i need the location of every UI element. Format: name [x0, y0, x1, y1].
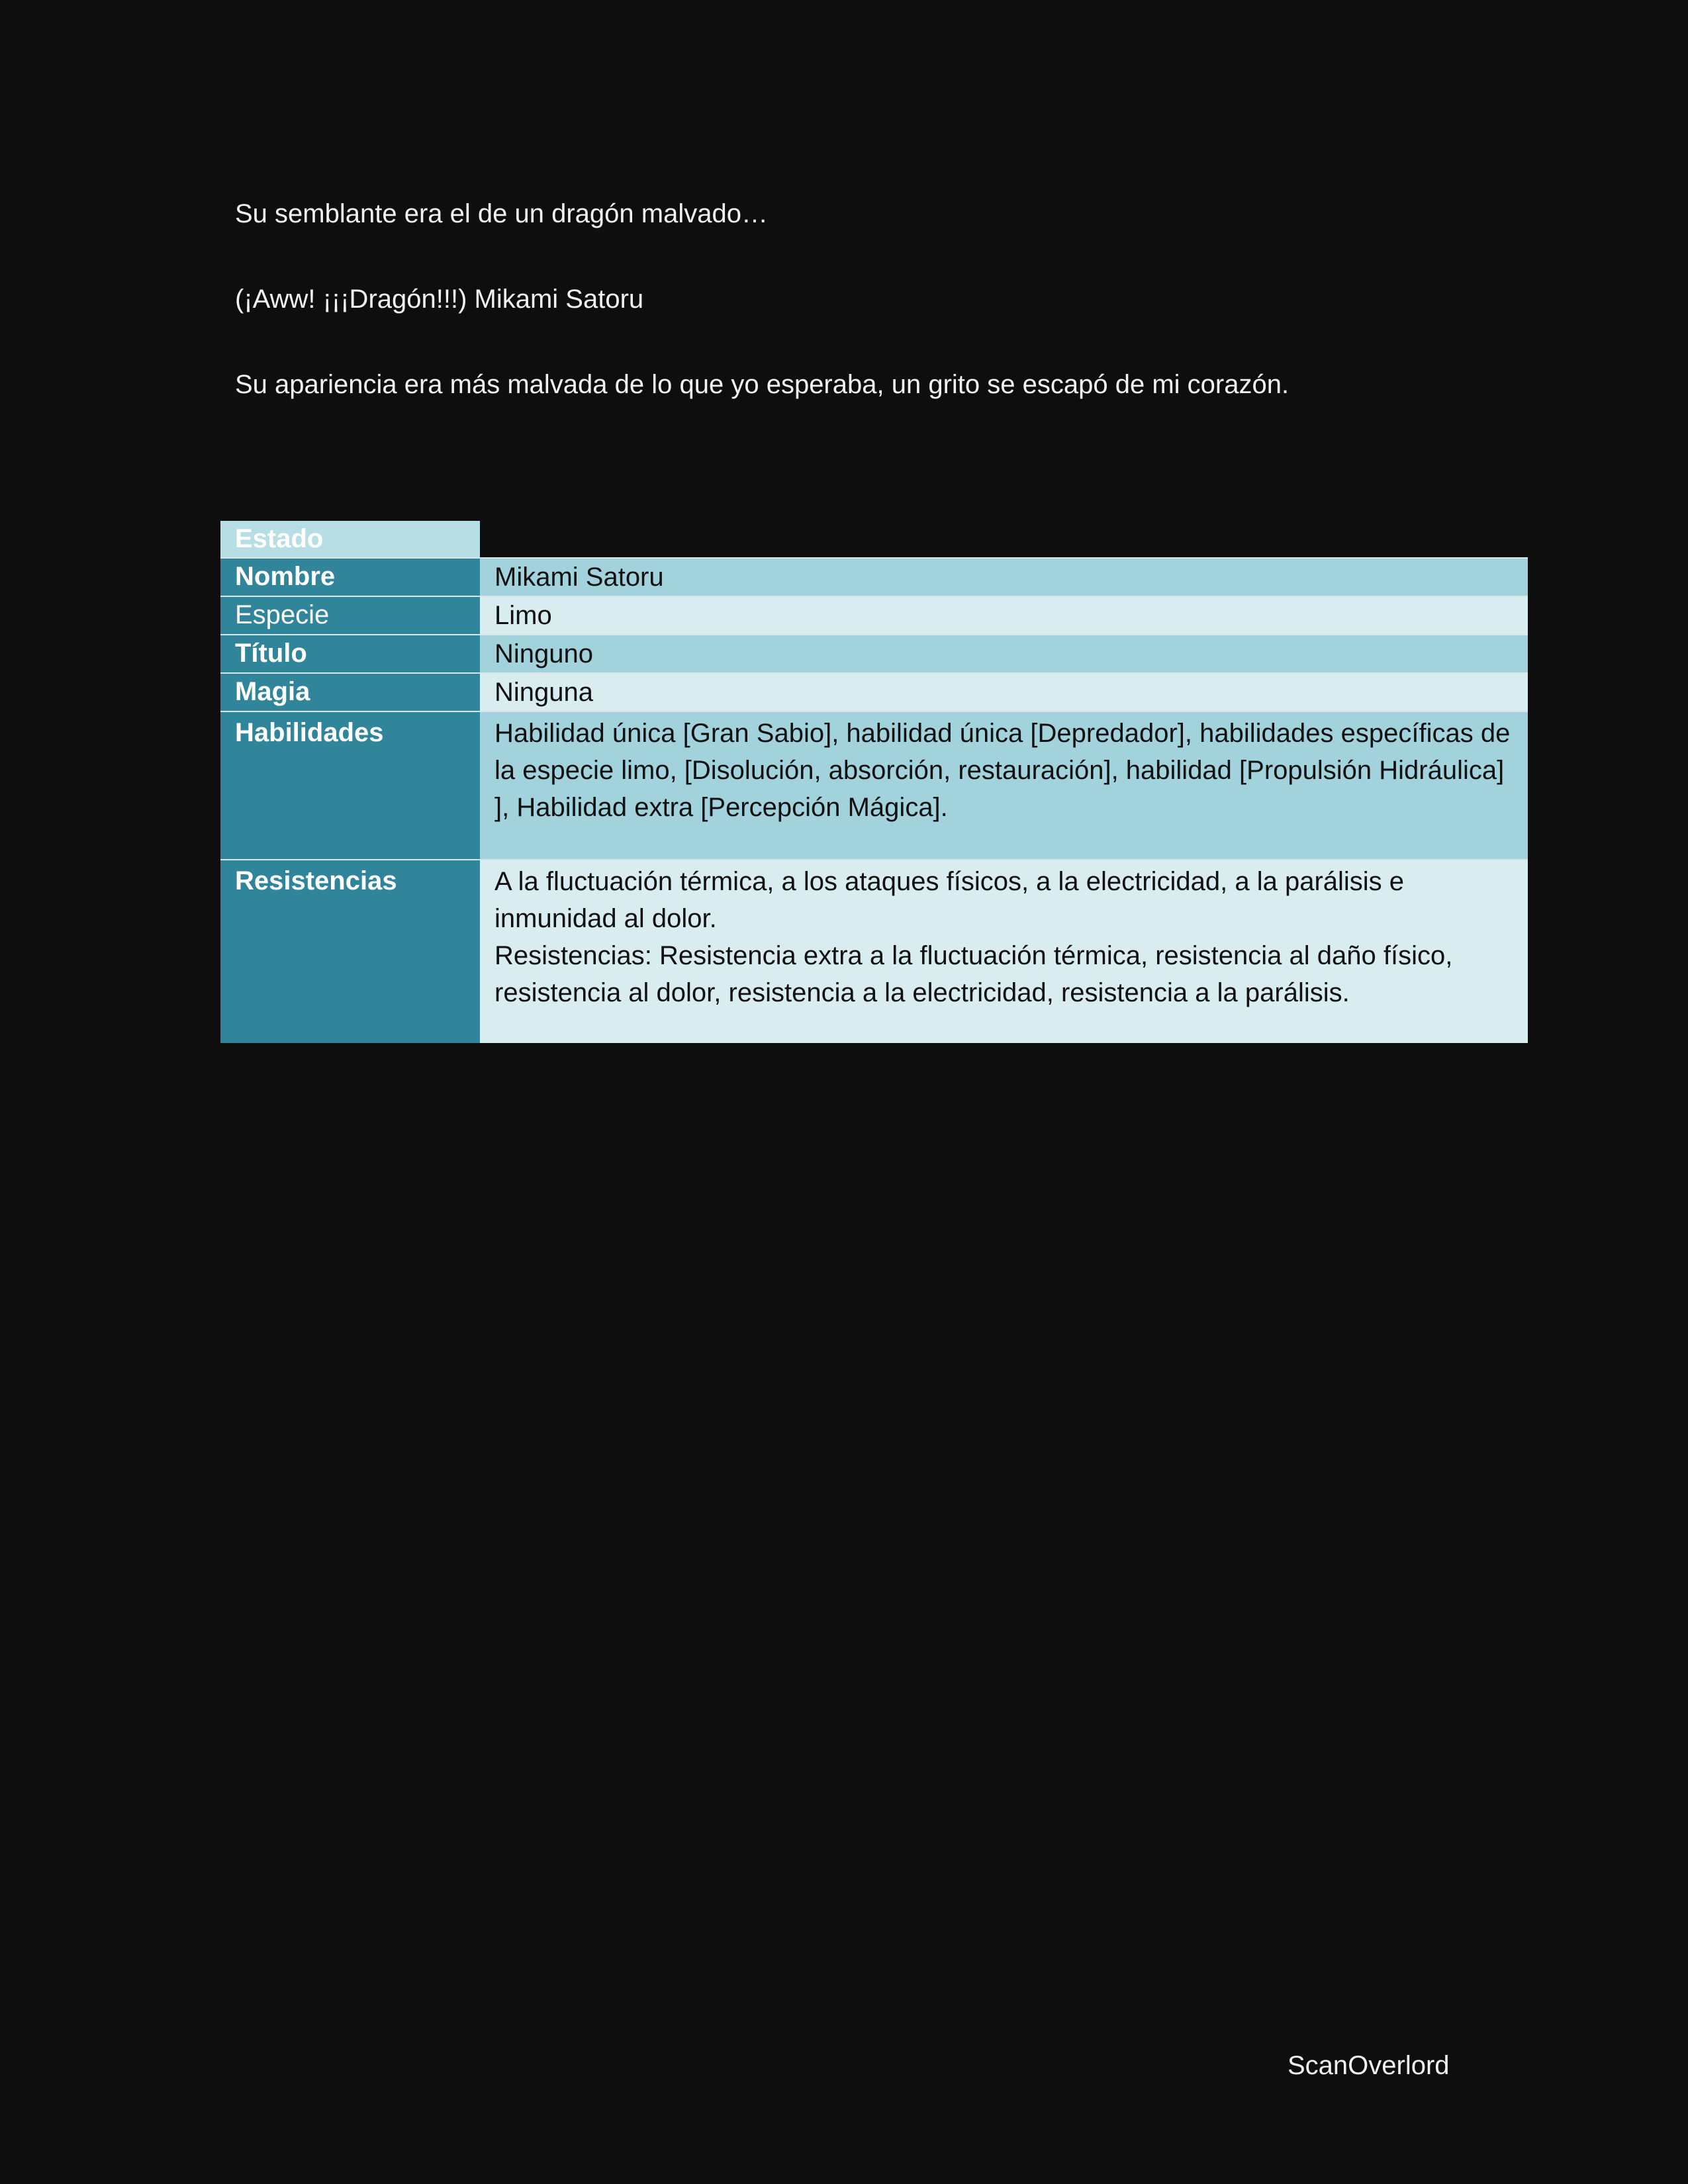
label-resistencias: Resistencias — [220, 860, 480, 1043]
label-especie: Especie — [220, 597, 480, 634]
label-nombre: Nombre — [220, 559, 480, 596]
label-magia: Magia — [220, 674, 480, 711]
resistencias-line-1: A la fluctuación térmica, a los ataques físicos, a la electricidad, a la parálisis e inmunidad al dolor. — [494, 867, 1405, 933]
label-habilidades: Habilidades — [220, 712, 480, 859]
value-resistencias — [480, 860, 1528, 1043]
status-header: Estado — [220, 521, 480, 557]
label-titulo: Título — [220, 635, 480, 672]
table-row-habilidades — [220, 712, 1528, 860]
status-table — [220, 521, 1528, 1043]
scanlator-watermark: ScanOverlord — [1288, 2051, 1450, 2080]
narration-paragraph-1: Su semblante era el de un dragón malvado… — [235, 199, 768, 228]
value-habilidades: Habilidad única [Gran Sabio], habilidad única [Depredador], habilidades específicas de la especie limo, [Disolución, absorción, restauración], habilidad [Propulsión Hidráulica] ], Habilidad extra [Percepción Mágica]. — [480, 712, 1528, 859]
table-row-especie — [220, 597, 1528, 635]
dialogue-paragraph: (¡Aww! ¡¡¡Dragón!!!) Mikami Satoru — [235, 285, 644, 314]
header-spacer — [480, 521, 1528, 557]
table-row-resistencias — [220, 860, 1528, 1043]
resistencias-line-2: Resistencias: Resistencia extra a la fluctuación térmica, resistencia al daño físico, resistencia al dolor, resistencia a la electricidad, resistencia a la parálisis. — [494, 941, 1453, 1007]
value-magia: Ninguna — [480, 674, 1528, 711]
table-row-nombre — [220, 559, 1528, 597]
value-especie: Limo — [480, 597, 1528, 634]
status-header-row — [220, 521, 1528, 559]
value-nombre: Mikami Satoru — [480, 559, 1528, 596]
value-titulo: Ninguno — [480, 635, 1528, 672]
narration-paragraph-2: Su apariencia era más malvada de lo que yo esperaba, un grito se escapó de mi corazón. — [235, 370, 1289, 399]
table-row-titulo — [220, 635, 1528, 674]
table-row-magia — [220, 674, 1528, 712]
